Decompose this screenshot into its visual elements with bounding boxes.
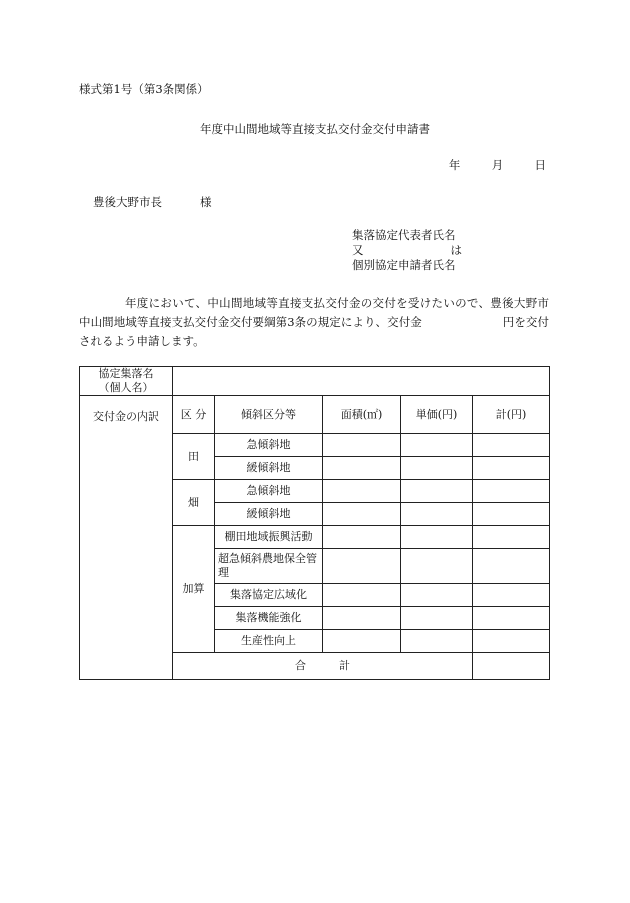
area-cell[interactable]	[323, 457, 401, 480]
area-cell[interactable]	[323, 503, 401, 526]
group-name-label	[80, 367, 173, 396]
area-cell[interactable]	[323, 434, 401, 457]
addition-item: 集落協定広域化	[215, 584, 323, 607]
area-cell[interactable]	[323, 549, 401, 584]
slope-steep: 急傾斜地	[215, 480, 323, 503]
header-category: 区 分	[173, 396, 215, 434]
area-cell[interactable]	[323, 607, 401, 630]
slope-steep: 急傾斜地	[215, 434, 323, 457]
addition-item: 集落機能強化	[215, 607, 323, 630]
unit-price-cell[interactable]	[401, 526, 473, 549]
category-paddy: 田	[173, 434, 215, 480]
grand-total-value[interactable]	[473, 653, 550, 680]
header-unit-price: 単価(円)	[401, 396, 473, 434]
category-field: 畑	[173, 480, 215, 526]
form-number: 様式第1号（第3条関係）	[79, 82, 209, 96]
breakdown-table	[79, 366, 550, 680]
applicant-or-label	[352, 243, 462, 258]
addition-item: 生産性向上	[215, 630, 323, 653]
applicant-individual-label: 個別協定申請者氏名	[352, 258, 456, 272]
header-total: 計(円)	[473, 396, 550, 434]
header-slope: 傾斜区分等	[215, 396, 323, 434]
area-cell[interactable]	[323, 584, 401, 607]
total-cell[interactable]	[473, 434, 550, 457]
total-cell[interactable]	[473, 607, 550, 630]
addressee	[93, 194, 212, 210]
document-title: 年度中山間地域等直接支払交付金交付申請書	[200, 122, 430, 136]
unit-price-cell[interactable]	[401, 434, 473, 457]
date-month: 月	[491, 158, 504, 172]
unit-price-cell[interactable]	[401, 480, 473, 503]
unit-price-cell[interactable]	[401, 630, 473, 653]
area-cell[interactable]	[323, 480, 401, 503]
area-cell[interactable]	[323, 526, 401, 549]
unit-price-cell[interactable]	[401, 457, 473, 480]
date-day: 日	[534, 158, 546, 172]
addressee-name: 豊後大野市長	[93, 195, 162, 209]
date-year: 年	[448, 158, 461, 172]
group-name-label-1: 協定集落名	[98, 367, 154, 380]
application-statement	[79, 294, 549, 351]
unit-price-cell[interactable]	[401, 584, 473, 607]
total-cell[interactable]	[473, 630, 550, 653]
category-addition: 加算	[173, 526, 215, 653]
total-cell[interactable]	[473, 503, 550, 526]
header-area: 面積(㎡)	[323, 396, 401, 434]
applicant-or-a: 又	[352, 243, 364, 257]
grand-total-label: 合 計	[173, 653, 473, 680]
applicant-block	[352, 228, 462, 273]
unit-price-cell[interactable]	[401, 607, 473, 630]
applicant-representative-label: 集落協定代表者氏名	[352, 228, 456, 242]
applicant-or-b: は	[450, 243, 462, 257]
area-cell[interactable]	[323, 630, 401, 653]
slope-gentle: 緩傾斜地	[215, 457, 323, 480]
unit-price-cell[interactable]	[401, 549, 473, 584]
table-row	[80, 396, 550, 434]
group-name-label-2: （個人名）	[98, 381, 154, 394]
total-cell[interactable]	[473, 480, 550, 503]
total-cell[interactable]	[473, 457, 550, 480]
total-cell[interactable]	[473, 549, 550, 584]
application-paragraph: 年度において、中山間地域等直接支払交付金の交付を受けたいので、豊後大野市中山間地域等直接支払交付金交付要綱第3条の規定により、交付金 円を交付されるよう申請します。	[79, 296, 549, 348]
addition-item: 超急傾斜農地保全管理	[215, 549, 323, 584]
slope-gentle: 緩傾斜地	[215, 503, 323, 526]
amount-breakdown-label: 交付金の内訳	[80, 396, 173, 680]
addition-item: 棚田地域振興活動	[215, 526, 323, 549]
group-name-value[interactable]	[173, 367, 550, 396]
addressee-honorific: 様	[200, 195, 212, 209]
unit-price-cell[interactable]	[401, 503, 473, 526]
table-row	[80, 367, 550, 396]
total-cell[interactable]	[473, 584, 550, 607]
total-cell[interactable]	[473, 526, 550, 549]
date-line	[449, 157, 546, 173]
